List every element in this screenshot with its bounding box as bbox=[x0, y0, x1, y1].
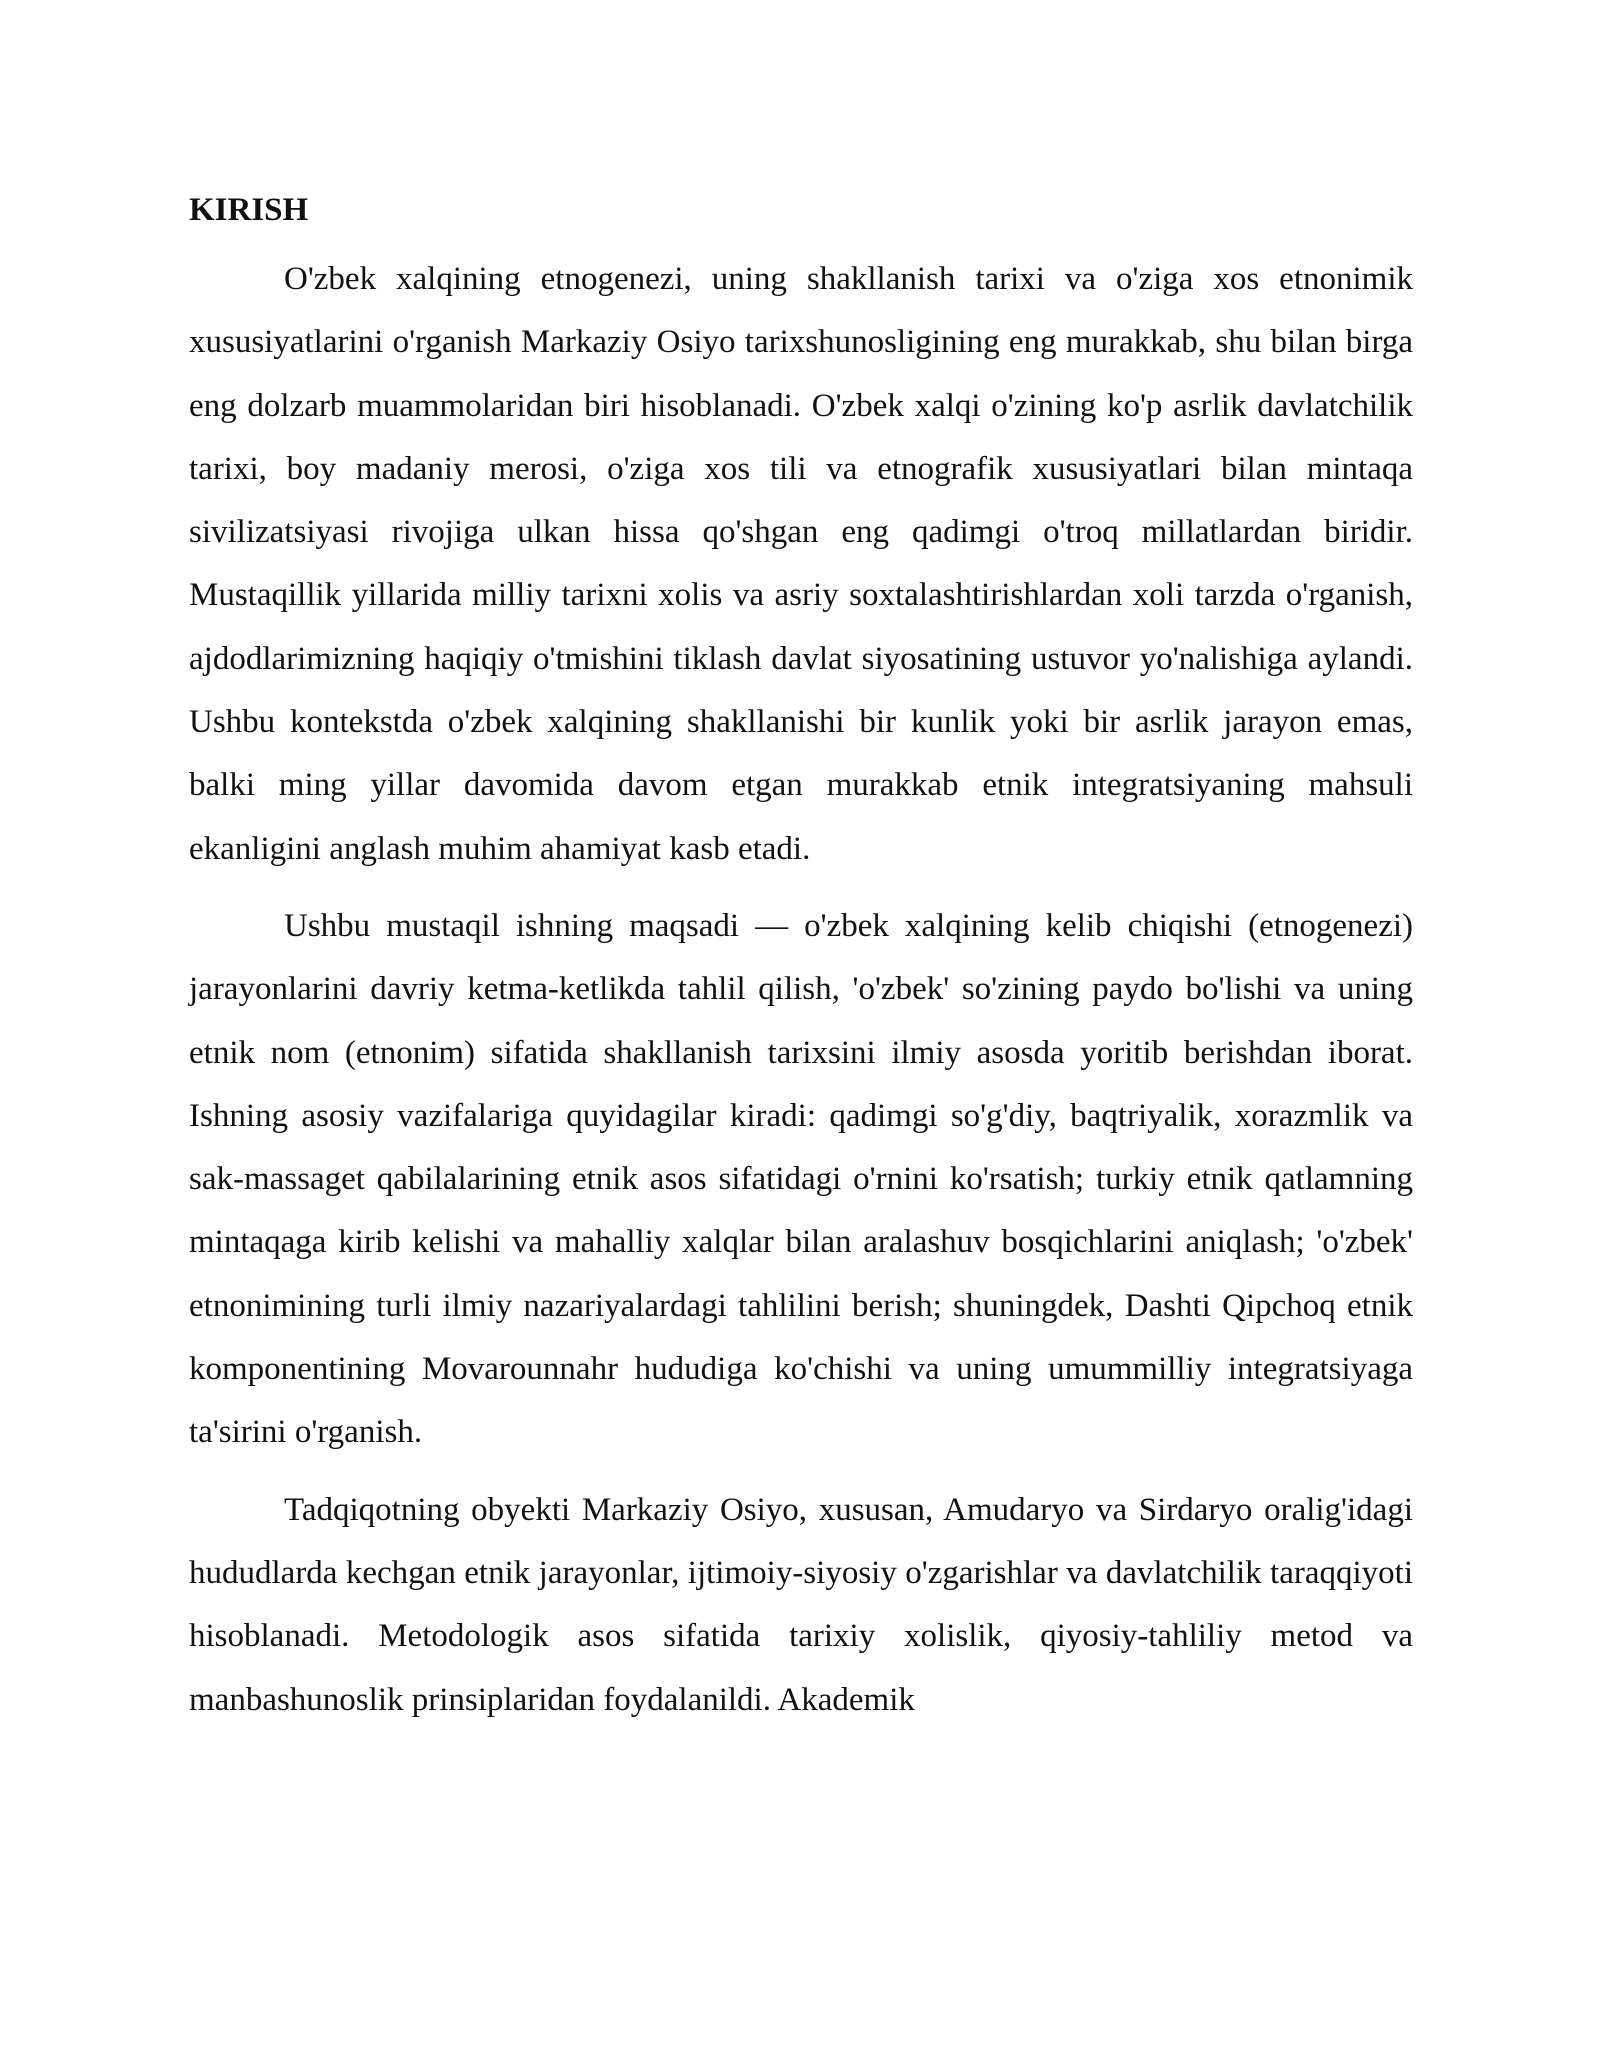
document-body bbox=[189, 180, 1413, 1746]
paragraph-intro: O'zbek xalqining etnogenezi, uning shakllanish tarixi va o'ziga xos etnonimik xususiyatlarini o'rganish Markaziy Osiyo tarixshunosligining eng murakkab, shu bilan birga eng dolzarb muammolaridan biri hisoblanadi. O'zbek xalqi o'zining ko'p asrlik davlatchilik tarixi, boy madaniy merosi, o'ziga xos tili va etnografik xususiyatlari bilan mintaqa sivilizatsiyasi rivojiga ulkan hissa qo'shgan eng qadimgi o'troq millatlardan biridir. Mustaqillik yillarida milliy tarixni xolis va asriy soxtalashtirishlardan xoli tarzda o'rganish, ajdodlarimizning haqiqiy o'tmishini tiklash davlat siyosatining ustuvor yo'nalishiga aylandi. Ushbu kontekstda o'zbek xalqining shakllanishi bir kunlik yoki bir asrlik jarayon emas, balki ming yillar davomida davom etgan murakkab etnik integratsiyaning mahsuli ekanligini anglash muhim ahamiyat kasb etadi. bbox=[189, 261, 1413, 867]
paragraph-goal: Ushbu mustaqil ishning maqsadi — o'zbek xalqining kelib chiqishi (etnogenezi) jarayonlarini davriy ketma-ketlikda tahlil qilish, 'o'zbek' so'zining paydo bo'lishi va uning etnik nom (etnonim) sifatida shakllanish tarixsini ilmiy asosda yoritib berishdan iborat. Ishning asosiy vazifalariga quyidagilar kiradi: qadimgi so'g'diy, baqtriyalik, xorazmlik va sak-massaget qabilalarining etnik asos sifatidagi o'rnini ko'rsatish; turkiy etnik qatlamning mintaqaga kirib kelishi va mahalliy xalqlar bilan aralashuv bosqichlarini aniqlash; 'o'zbek' etnonimining turli ilmiy nazariyalardagi tahlilini berish; shuningdek, Dashti Qipchoq etnik komponentining Movarounnahr hududiga ko'chishi va uning umummilliy integratsiyaga ta'sirini o'rganish. bbox=[189, 907, 1413, 1451]
section-heading: KIRISH bbox=[189, 192, 309, 228]
paragraph-object: Tadqiqotning obyekti Markaziy Osiyo, xususan, Amudaryo va Sirdaryo oralig'idagi hududlarda kechgan etnik jarayonlar, ijtimoiy-siyosiy o'zgarishlar va davlatchilik taraqqiyoti hisoblanadi. Metodologik asos sifatida tarixiy xolislik, qiyosiy-tahliliy metod va manbashunoslik prinsiplaridan foydalanildi. Akademik bbox=[189, 1491, 1413, 1718]
